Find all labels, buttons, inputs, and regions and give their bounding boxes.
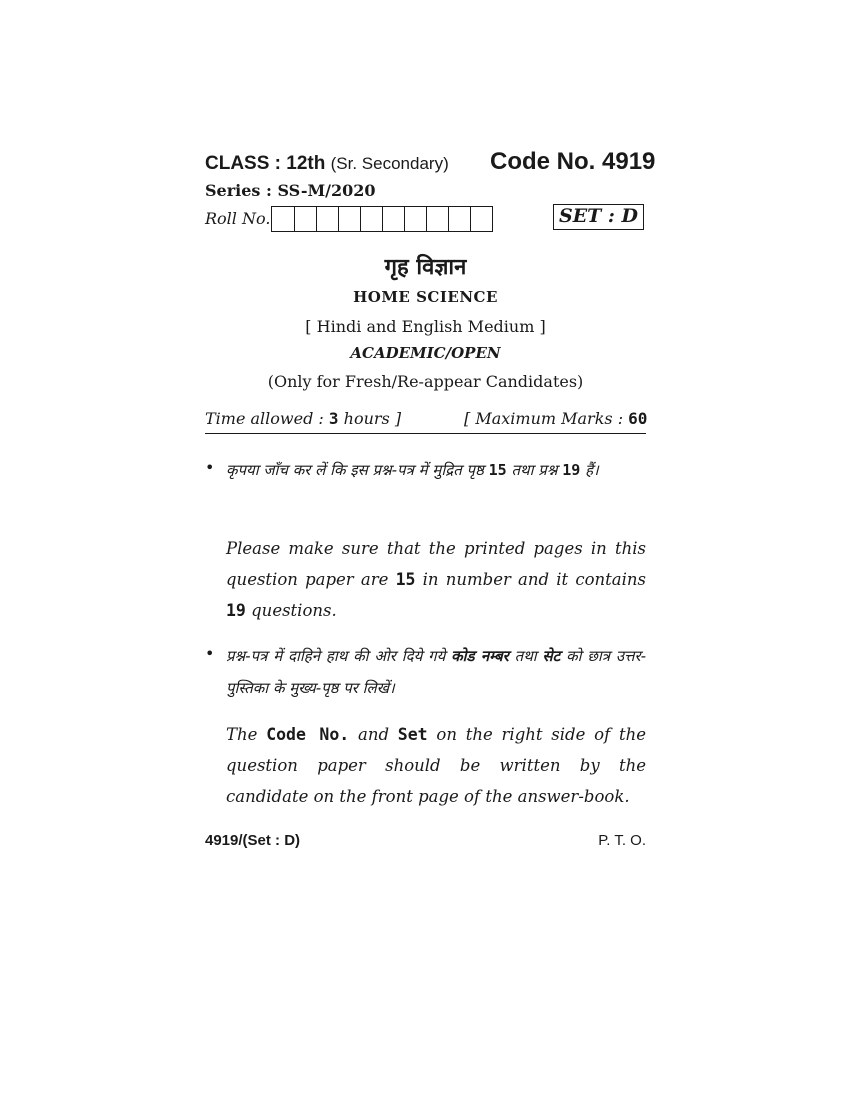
- bullet-icon: •: [205, 458, 215, 477]
- code-number: Code No. 4919: [490, 148, 656, 175]
- roll-number-boxes: [271, 206, 493, 232]
- instruction-1-english: Please make sure that the printed pages in this question paper are 15 in number and it contains 19 questions.: [226, 539, 647, 620]
- set-badge: SET : D: [553, 204, 644, 230]
- academic-line: ACADEMIC/OPEN: [350, 344, 501, 362]
- divider: [205, 433, 646, 434]
- time-allowed: Time allowed : 3 hours ]: [205, 409, 402, 428]
- marks-value: 60: [628, 409, 648, 428]
- instruction-1-hindi: कृपया जाँच कर लें कि इस प्रश्न-पत्र में मुद्रित पृष्ठ 15 तथा प्रश्न 19 हैं।: [226, 461, 599, 479]
- roll-number-box: [382, 207, 404, 231]
- instruction-2-hindi: प्रश्न-पत्र में दाहिने हाथ की ओर दिये गये कोड नम्बर तथा सेट को छात्र उत्तर-पुस्तिका के मुख्य-पृष्ठ पर लिखें।: [226, 647, 646, 697]
- roll-number-box: [338, 207, 360, 231]
- roll-number-box: [404, 207, 426, 231]
- series-line: Series : SS-M/2020: [205, 181, 376, 200]
- roll-number-box: [448, 207, 470, 231]
- class-paren: (Sr. Secondary): [330, 154, 449, 173]
- roll-number-box: [426, 207, 448, 231]
- candidates-line: (Only for Fresh/Re-appear Candidates): [267, 372, 584, 391]
- footer-pto: P. T. O.: [598, 832, 646, 849]
- class-label: CLASS : 12th: [205, 153, 326, 174]
- hours-value: 3: [328, 409, 339, 428]
- maximum-marks: [ Maximum Marks : 60: [464, 409, 648, 428]
- medium-line: [ Hindi and English Medium ]: [305, 317, 546, 336]
- roll-number-box: [272, 207, 294, 231]
- instruction-2-english: The Code No. and Set on the right side of the question paper should be written by the candidate on the front page of the answer-book.: [226, 725, 646, 806]
- roll-number-box: [316, 207, 338, 231]
- hindi-title: गृह विज्ञान: [384, 255, 467, 280]
- roll-number-label: Roll No.: [205, 209, 271, 228]
- roll-number-box: [294, 207, 316, 231]
- class-line: [205, 153, 449, 175]
- subject-title: HOME SCIENCE: [353, 288, 498, 306]
- bullet-icon: •: [205, 644, 215, 663]
- roll-number-box: [360, 207, 382, 231]
- roll-number-box: [470, 207, 492, 231]
- footer-code: 4919/(Set : D): [205, 832, 301, 849]
